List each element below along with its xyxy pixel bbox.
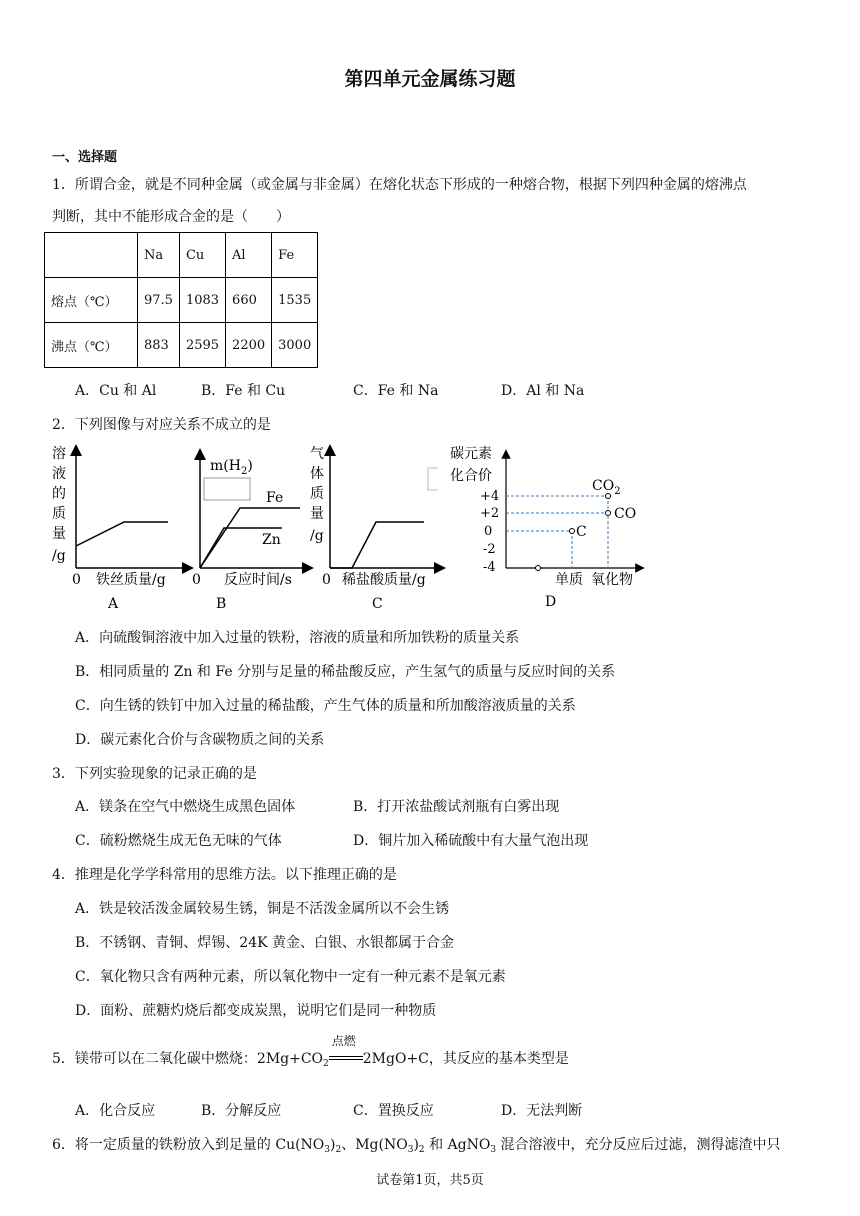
figure-b — [192, 454, 308, 612]
q2-figures — [40, 440, 660, 615]
fig-d-xlabel: 氧化物 — [591, 572, 633, 588]
fig-d-tick: 0 — [484, 524, 493, 539]
q2-stem: 2．下列图像与对应关系不成立的是 — [52, 417, 271, 433]
table-cell: 2595 — [179, 323, 225, 368]
reaction-condition: 点燃 — [331, 1034, 356, 1048]
fig-a-ylabel: 溶 — [52, 446, 66, 462]
q2-option-d[interactable]: D．碳元素化合价与含碳物质之间的关系 — [75, 732, 325, 748]
fig-b-label: B — [216, 596, 227, 612]
fig-d-xlabel: 单质 — [555, 572, 583, 588]
q3-option-d[interactable]: D．铜片加入稀硫酸中有大量气泡出现 — [353, 833, 589, 849]
fig-a-ylabel: 的 — [52, 486, 66, 502]
fig-a-ylabel: /g — [52, 548, 66, 564]
fig-b-origin: 0 — [192, 572, 201, 588]
fig-c-ylabel: /g — [310, 528, 324, 544]
q1-stem-line2: 判断，其中不能形成合金的是（ ） — [52, 209, 290, 225]
q3-option-a[interactable]: A．镁条在空气中燃烧生成黑色固体 — [75, 799, 296, 815]
fig-a-origin: 0 — [72, 572, 81, 588]
fig-b-fe-label: Fe — [266, 490, 284, 506]
fig-b-xlabel: 反应时间/s — [224, 572, 292, 588]
section-heading: 一、选择题 — [52, 150, 118, 165]
table-row — [45, 278, 318, 323]
q1-option-a[interactable]: A．Cu 和 Al — [75, 383, 157, 399]
q4-option-c[interactable]: C．氧化物只含有两种元素，所以氧化物中一定有一种元素不是氧元素 — [75, 969, 506, 985]
table-cell: 3000 — [272, 323, 318, 368]
q4-option-d[interactable]: D．面粉、蔗糖灼烧后都变成炭黑，说明它们是同一种物质 — [75, 1003, 437, 1019]
q1-option-d[interactable]: D．Al 和 Na — [501, 383, 585, 399]
table-cell: 2200 — [226, 323, 272, 368]
q5-option-d[interactable]: D．无法判断 — [501, 1103, 583, 1119]
fig-d-tick: -2 — [483, 542, 496, 557]
q5-stem: 5．镁带可以在二氧化碳中燃烧：$2Mg+CO_2$ 点燃 2MgO+C，其反应的基本类型是 — [52, 1034, 569, 1069]
table-row — [45, 233, 318, 278]
fig-a-xlabel: 铁丝质量/g — [96, 572, 166, 588]
q5-option-b[interactable]: B．分解反应 — [201, 1103, 282, 1119]
table-cell: Al — [226, 233, 272, 278]
fig-d-ylabel: 化合价 — [450, 468, 492, 484]
q2-option-b[interactable]: B．相同质量的 Zn 和 Fe 分别与足量的稀盐酸反应，产生氢气的质量与反应时间的关系 — [75, 664, 616, 680]
fig-a-ylabel: 质 — [52, 506, 66, 522]
q1-option-b[interactable]: B．Fe 和 Cu — [201, 383, 286, 399]
q4-option-a[interactable]: A．铁是较活泼金属较易生锈，铜是不活泼金属所以不会生锈 — [75, 901, 450, 917]
table-row — [45, 323, 318, 368]
fig-c-ylabel: 气 — [310, 446, 324, 462]
q2-option-a[interactable]: A．向硫酸铜溶液中加入过量的铁粉，溶液的质量和所加铁粉的质量关系 — [75, 630, 520, 646]
q6-stem: 6．将一定质量的铁粉放入到足量的 $Cu(NO_3)_2$、$Mg(NO_3)_2$ 和 AgNO$_3$ 混合溶液中，充分反应后过滤，测得滤渣中只 — [52, 1137, 781, 1155]
fig-d-co-label: CO — [614, 506, 637, 522]
q3-option-c[interactable]: C．硫粉燃烧生成无色无味的气体 — [75, 833, 282, 849]
fig-b-ylabel: $m(H_2)$ — [210, 458, 253, 477]
table-cell: 1535 — [272, 278, 318, 323]
fig-d-tick: +2 — [480, 506, 500, 521]
q2-option-c[interactable]: C．向生锈的铁钉中加入过量的稀盐酸，产生气体的质量和所加酸溶液质量的关系 — [75, 698, 576, 714]
fig-c-origin: 0 — [322, 572, 331, 588]
fig-d-label: D — [545, 594, 557, 610]
table-cell: 660 — [226, 278, 272, 323]
q3-option-b[interactable]: B．打开浓盐酸试剂瓶有白雾出现 — [353, 799, 560, 815]
q4-stem: 4．推理是化学学科常用的思维方法。以下推理正确的是 — [52, 867, 397, 883]
fig-c-ylabel: 量 — [310, 506, 324, 522]
q5-option-a[interactable]: A．化合反应 — [75, 1103, 156, 1119]
q5-option-c[interactable]: C．置换反应 — [353, 1103, 434, 1119]
fig-c-ylabel: 质 — [310, 486, 324, 502]
figure-c — [310, 446, 440, 612]
table-cell: 97.5 — [138, 278, 180, 323]
q3-stem: 3．下列实验现象的记录正确的是 — [52, 766, 257, 782]
table-cell — [45, 233, 138, 278]
q1-stem-line1: 1．所谓合金，就是不同种金属（或金属与非金属）在熔化状态下形成的一种熔合物，根据下列四种金属的熔沸点 — [52, 177, 747, 193]
table-cell: 沸点（℃） — [45, 323, 138, 368]
melting-boiling-table — [44, 232, 318, 368]
table-cell: 883 — [138, 323, 180, 368]
page-title: 第四单元金属练习题 — [344, 68, 516, 90]
fig-c-label: C — [372, 596, 383, 612]
fig-b-zn-label: Zn — [262, 532, 281, 548]
fig-d-ylabel: 碳元素 — [450, 446, 492, 462]
fig-d-tick: +4 — [480, 489, 500, 504]
q4-option-b[interactable]: B．不锈钢、青铜、焊锡、24K 黄金、白银、水银都属于合金 — [75, 935, 455, 951]
table-cell: 熔点（℃） — [45, 278, 138, 323]
table-cell: Cu — [179, 233, 225, 278]
table-cell: Na — [138, 233, 180, 278]
fig-a-label: A — [108, 596, 119, 612]
fig-c-ylabel: 体 — [310, 466, 324, 482]
fig-a-ylabel: 量 — [52, 526, 66, 542]
fig-d-c-label: C — [576, 524, 587, 540]
fig-d-co2-label: $CO_2$ — [592, 478, 621, 497]
table-cell: 1083 — [179, 278, 225, 323]
page-footer: 试卷第1页，共5页 — [376, 1173, 484, 1188]
q1-option-c[interactable]: C．Fe 和 Na — [353, 383, 439, 399]
table-cell: Fe — [272, 233, 318, 278]
reaction-arrow — [329, 1034, 363, 1066]
fig-a-ylabel: 液 — [52, 466, 66, 482]
fig-d-tick: -4 — [483, 560, 496, 575]
figure-a — [52, 445, 188, 612]
fig-c-xlabel: 稀盐酸质量/g — [342, 572, 426, 588]
figure-d — [428, 446, 640, 610]
